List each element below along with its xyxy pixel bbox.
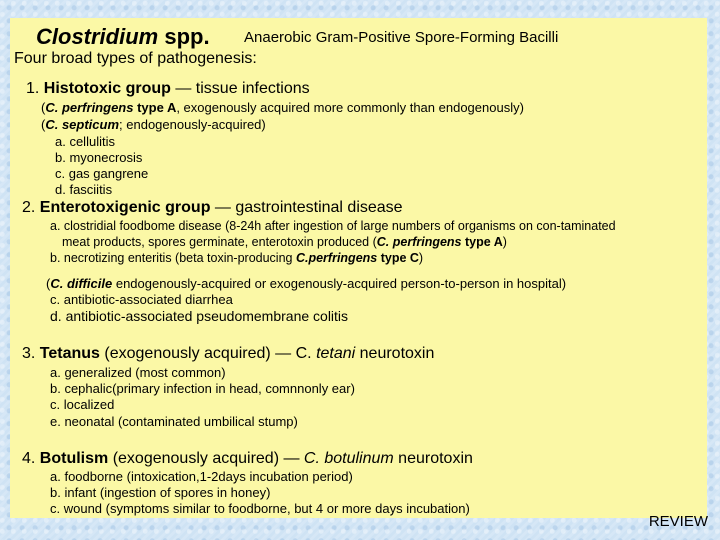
- group3-item-a: a. generalized (most common): [50, 365, 226, 380]
- group1-item-b: b. myonecrosis: [55, 150, 143, 165]
- slide-content: [10, 18, 707, 518]
- group1-item-d: d. fasciitis: [55, 182, 113, 197]
- group4-item-a: a. foodborne (intoxication,1-2days incubation period): [50, 469, 353, 484]
- group3-item-b: b. cephalic(primary infection in head, comnnonly ear): [50, 381, 355, 396]
- slide-subtitle: Anaerobic Gram-Positive Spore-Forming Bacilli: [244, 29, 559, 46]
- review-link[interactable]: REVIEW: [648, 513, 708, 530]
- group3-item-c: c. localized: [50, 397, 115, 412]
- group1-line2: (C. septicum; endogenously-acquired): [41, 117, 266, 132]
- group2-item-a-line2: meat products, spores germinate, enterotoxin produced (C. perfringens type A): [62, 235, 507, 249]
- group2-difficile-note: (C. difficile endogenously-acquired or exogenously-acquired person-to-person in hospital): [46, 276, 567, 291]
- group2-item-b: b. necrotizing enteritis (beta toxin-producing C.perfringens type C): [50, 251, 424, 265]
- intro-line: Four broad types of pathogenesis:: [14, 50, 257, 67]
- group1-item-c: c. gas gangrene: [55, 166, 149, 181]
- group1-heading: 1. Histotoxic group — tissue infections: [26, 80, 310, 97]
- group1-line1: (C. perfringens type A, exogenously acquired more commonly than endogenously): [41, 100, 524, 115]
- group1-item-a: a. cellulitis: [55, 134, 115, 149]
- group3-heading: 3. Tetanus (exogenously acquired) — C. tetani neurotoxin: [22, 345, 435, 362]
- title-spp: spp.: [158, 24, 210, 49]
- group2-heading: 2. Enterotoxigenic group — gastrointestinal disease: [22, 199, 403, 216]
- group2-item-d: d. antibiotic-associated pseudomembrane colitis: [50, 308, 349, 324]
- group3-item-e: e. neonatal (contaminated umbilical stump): [50, 414, 298, 429]
- group2-item-c: c. antibiotic-associated diarrhea: [50, 292, 233, 307]
- slide-title: [36, 26, 210, 48]
- group4-item-b: b. infant (ingestion of spores in honey): [50, 485, 271, 500]
- group4-item-c: c. wound (symptoms similar to foodborne, but 4 or more days incubation): [50, 501, 470, 516]
- title-genus: Clostridium: [36, 24, 159, 49]
- group2-item-a-line1: a. clostridial foodbome disease (8-24h after ingestion of large numbers of organisms on con-taminated: [50, 219, 616, 233]
- group4-heading: 4. Botulism (exogenously acquired) — C. botulinum neurotoxin: [22, 450, 473, 467]
